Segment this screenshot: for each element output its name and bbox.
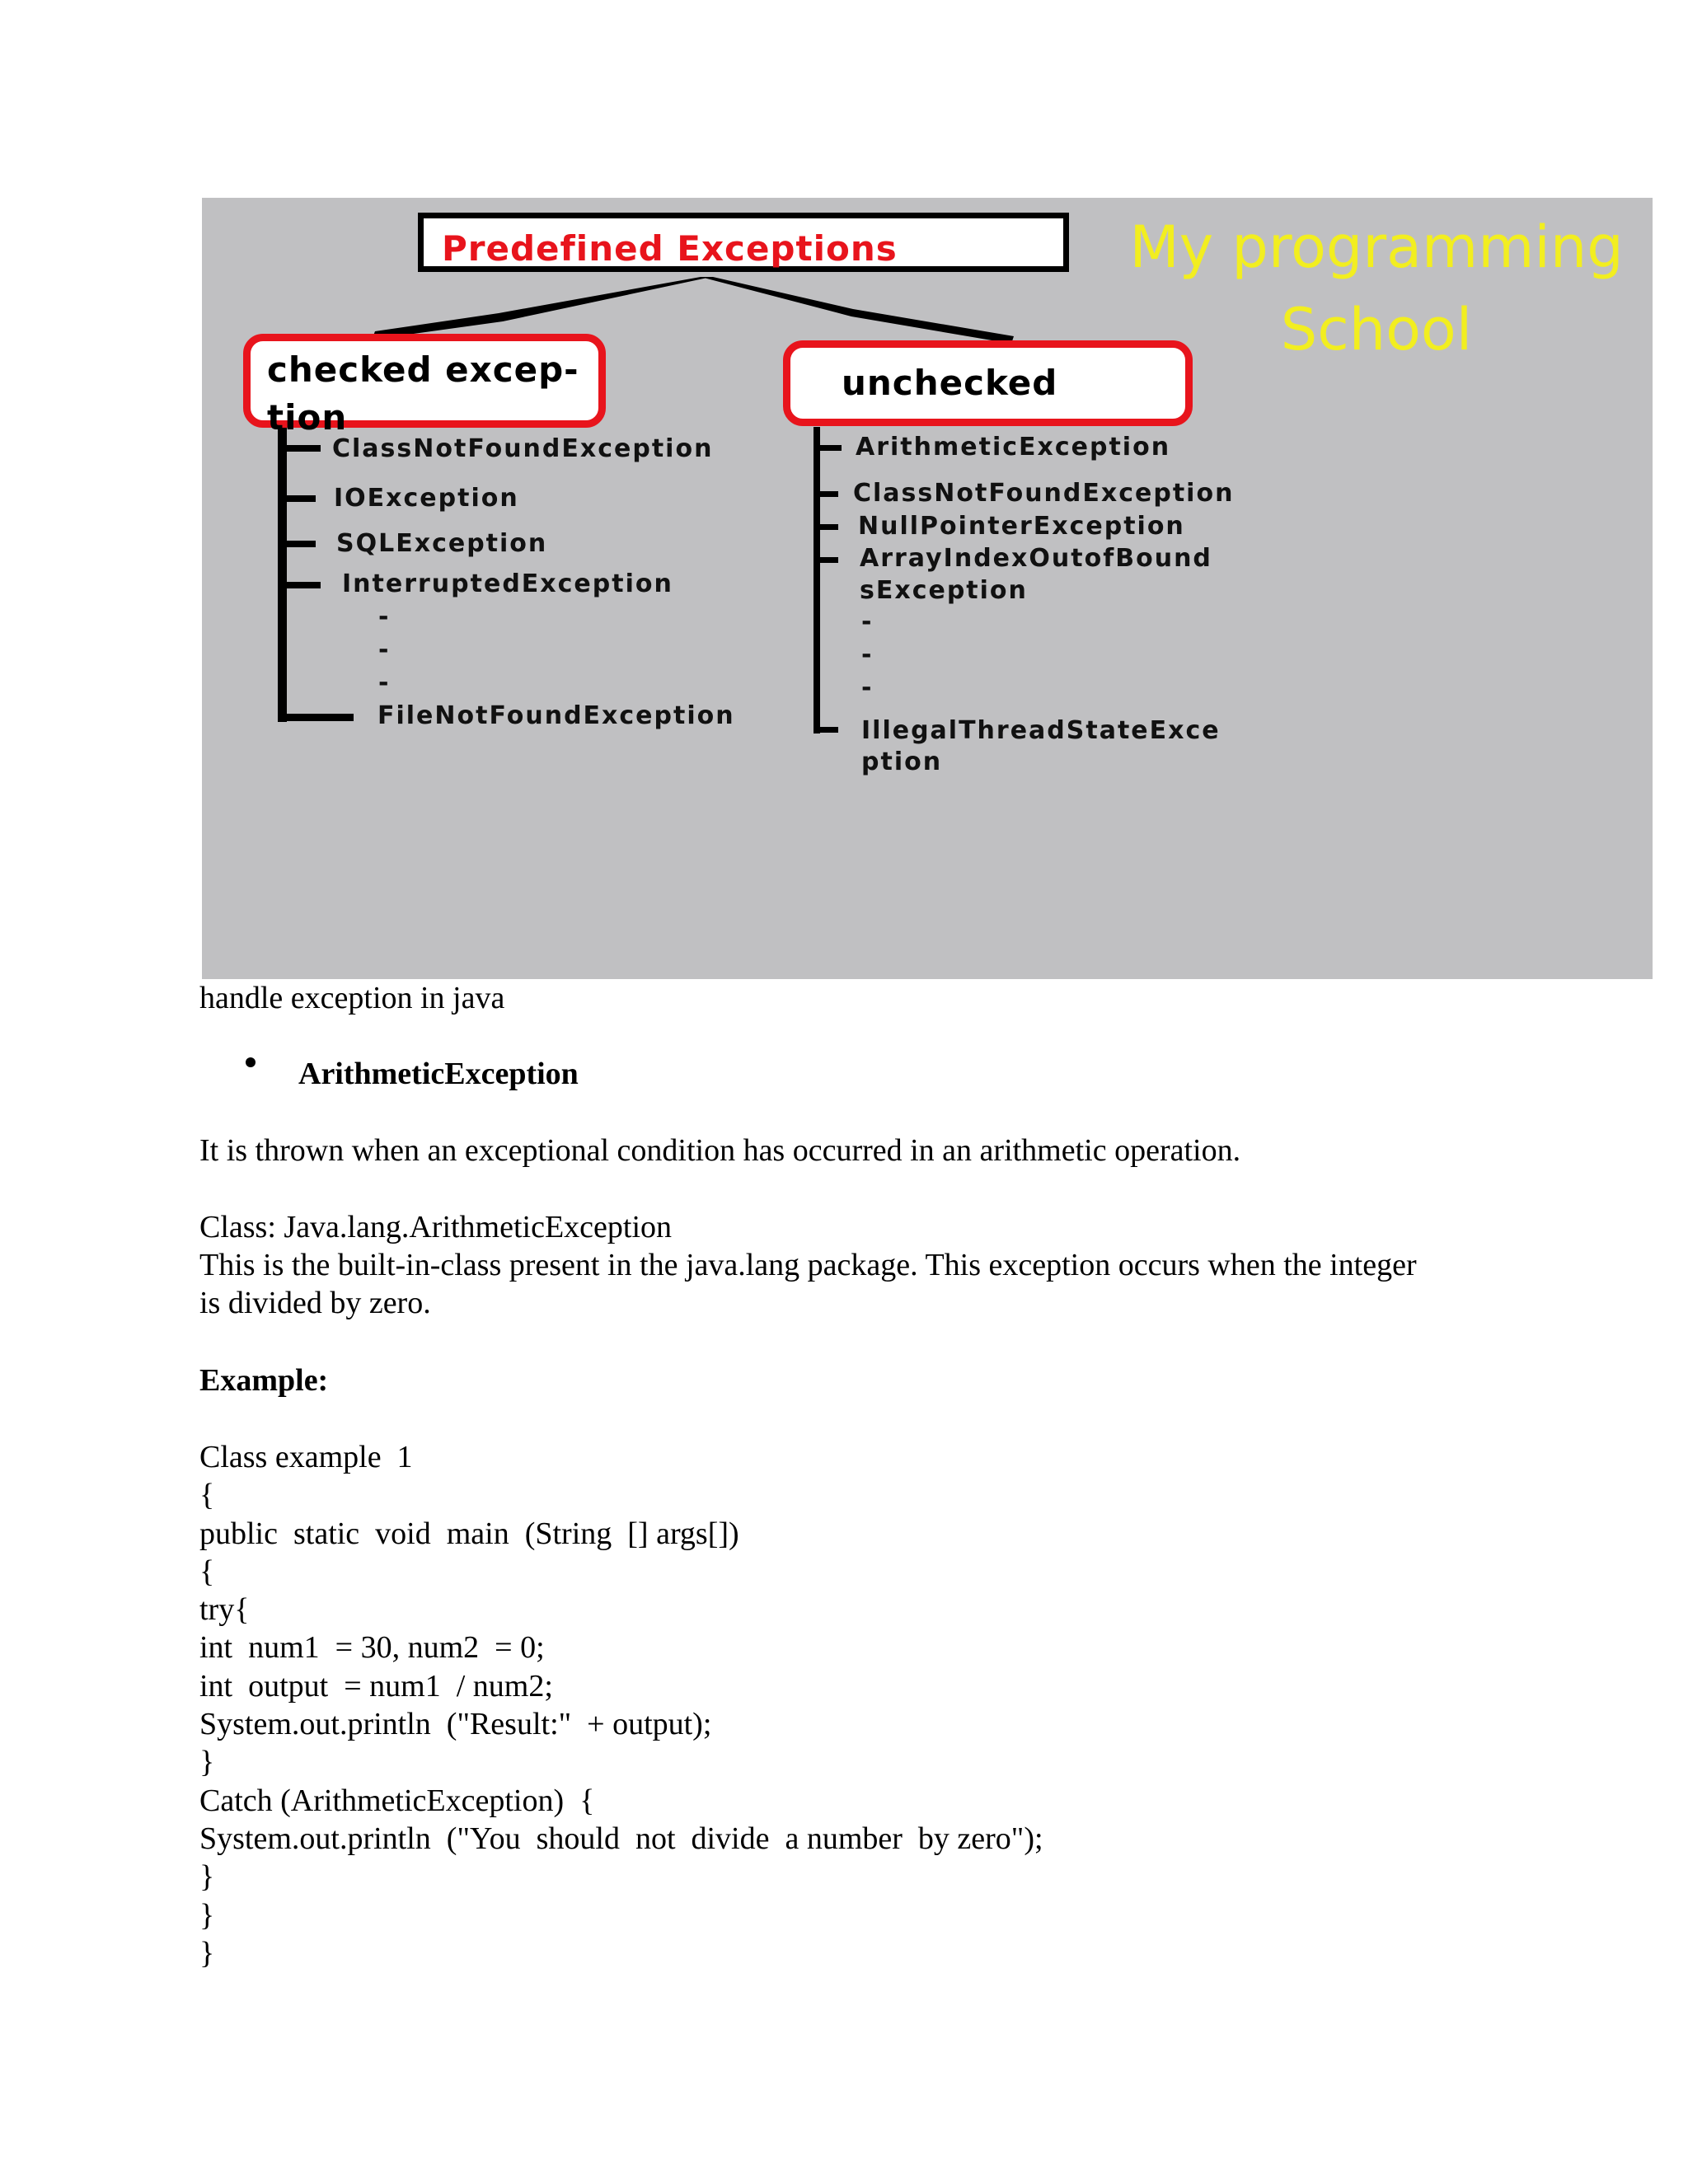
code-line: { [199,1478,215,1513]
code-line: } [199,1859,215,1895]
unchecked-branch-5 [814,727,838,733]
checked-category-box [243,334,606,438]
unchecked-item: IllegalThreadStateExce [861,716,1221,745]
checked-branch-3 [278,541,316,547]
exceptions-diagram [202,198,1653,979]
code-line: Catch (ArithmeticException) { [199,1783,595,1818]
description-paragraph: It is thrown when an exceptional condition has occurred in an arithmetic operation. [199,1133,1241,1168]
unchecked-item: ArrayIndexOutofBound [860,544,1212,573]
unchecked-category-label: unchecked [842,363,1058,403]
checked-dash: - [378,635,389,664]
title-box [418,213,1069,272]
right-connector [701,277,1014,344]
checked-branch-2 [278,495,316,502]
code-line: Class example 1 [199,1440,413,1474]
class-line: Class: Java.lang.ArithmeticException [199,1210,673,1244]
unchecked-branch-1 [814,445,842,451]
code-line: int output = num1 / num2; [199,1668,553,1704]
checked-item: ClassNotFoundException [332,434,714,463]
left-connector [372,277,711,340]
watermark-line-2: School [1280,296,1473,363]
class-description-line: This is the built-in-class present in the java.lang package. This exception occurs when the integer [199,1248,1417,1282]
checked-branch-1 [278,445,321,452]
unchecked-dash: - [861,673,872,702]
unchecked-dash: - [861,607,872,636]
watermark-line-1: My programming [1129,213,1624,281]
checked-branch-5 [278,714,354,721]
code-line: try{ [199,1592,250,1628]
unchecked-branch-4 [814,557,838,563]
code-line: { [199,1554,215,1589]
checked-item: InterruptedException [342,569,673,598]
code-line: public static void main (String [] args[]) [199,1516,739,1551]
checked-tree-trunk [278,427,287,722]
unchecked-branch-2 [814,491,838,497]
checked-dash: - [378,668,389,697]
unchecked-tree-trunk [814,427,820,733]
code-line: System.out.println ("Result:" + output); [199,1707,712,1742]
class-description-line: is divided by zero. [199,1286,431,1320]
checked-branch-4 [278,582,321,588]
figure-caption: handle exception in java [199,981,505,1015]
unchecked-category-box [783,340,1193,426]
checked-dash: - [378,602,389,631]
diagram-title: Predefined Exceptions [442,228,898,269]
unchecked-dash: - [861,640,872,669]
checked-item: FileNotFoundException [377,701,735,730]
bullet-icon [246,1057,256,1067]
code-line: System.out.println ("You should not divide a number by zero"); [199,1821,1043,1856]
checked-item: SQLException [336,529,548,558]
watermark [1113,206,1640,371]
code-line: } [199,1745,215,1780]
code-line: int num1 = 30, num2 = 0; [199,1630,545,1666]
unchecked-branch-3 [814,524,838,530]
code-line: } [199,1897,215,1933]
unchecked-item: ArithmeticException [856,433,1171,462]
code-example [199,1438,1043,1972]
example-heading: Example: [199,1363,329,1398]
unchecked-item: sException [860,576,1028,605]
checked-category-label: checked excep- tion [267,349,579,438]
code-line: } [199,1935,215,1971]
bullet-heading: ArithmeticException [298,1057,579,1091]
unchecked-item: ption [861,748,943,776]
checked-item: IOException [334,484,519,513]
unchecked-item: NullPointerException [858,512,1185,541]
unchecked-item: ClassNotFoundException [853,479,1235,508]
